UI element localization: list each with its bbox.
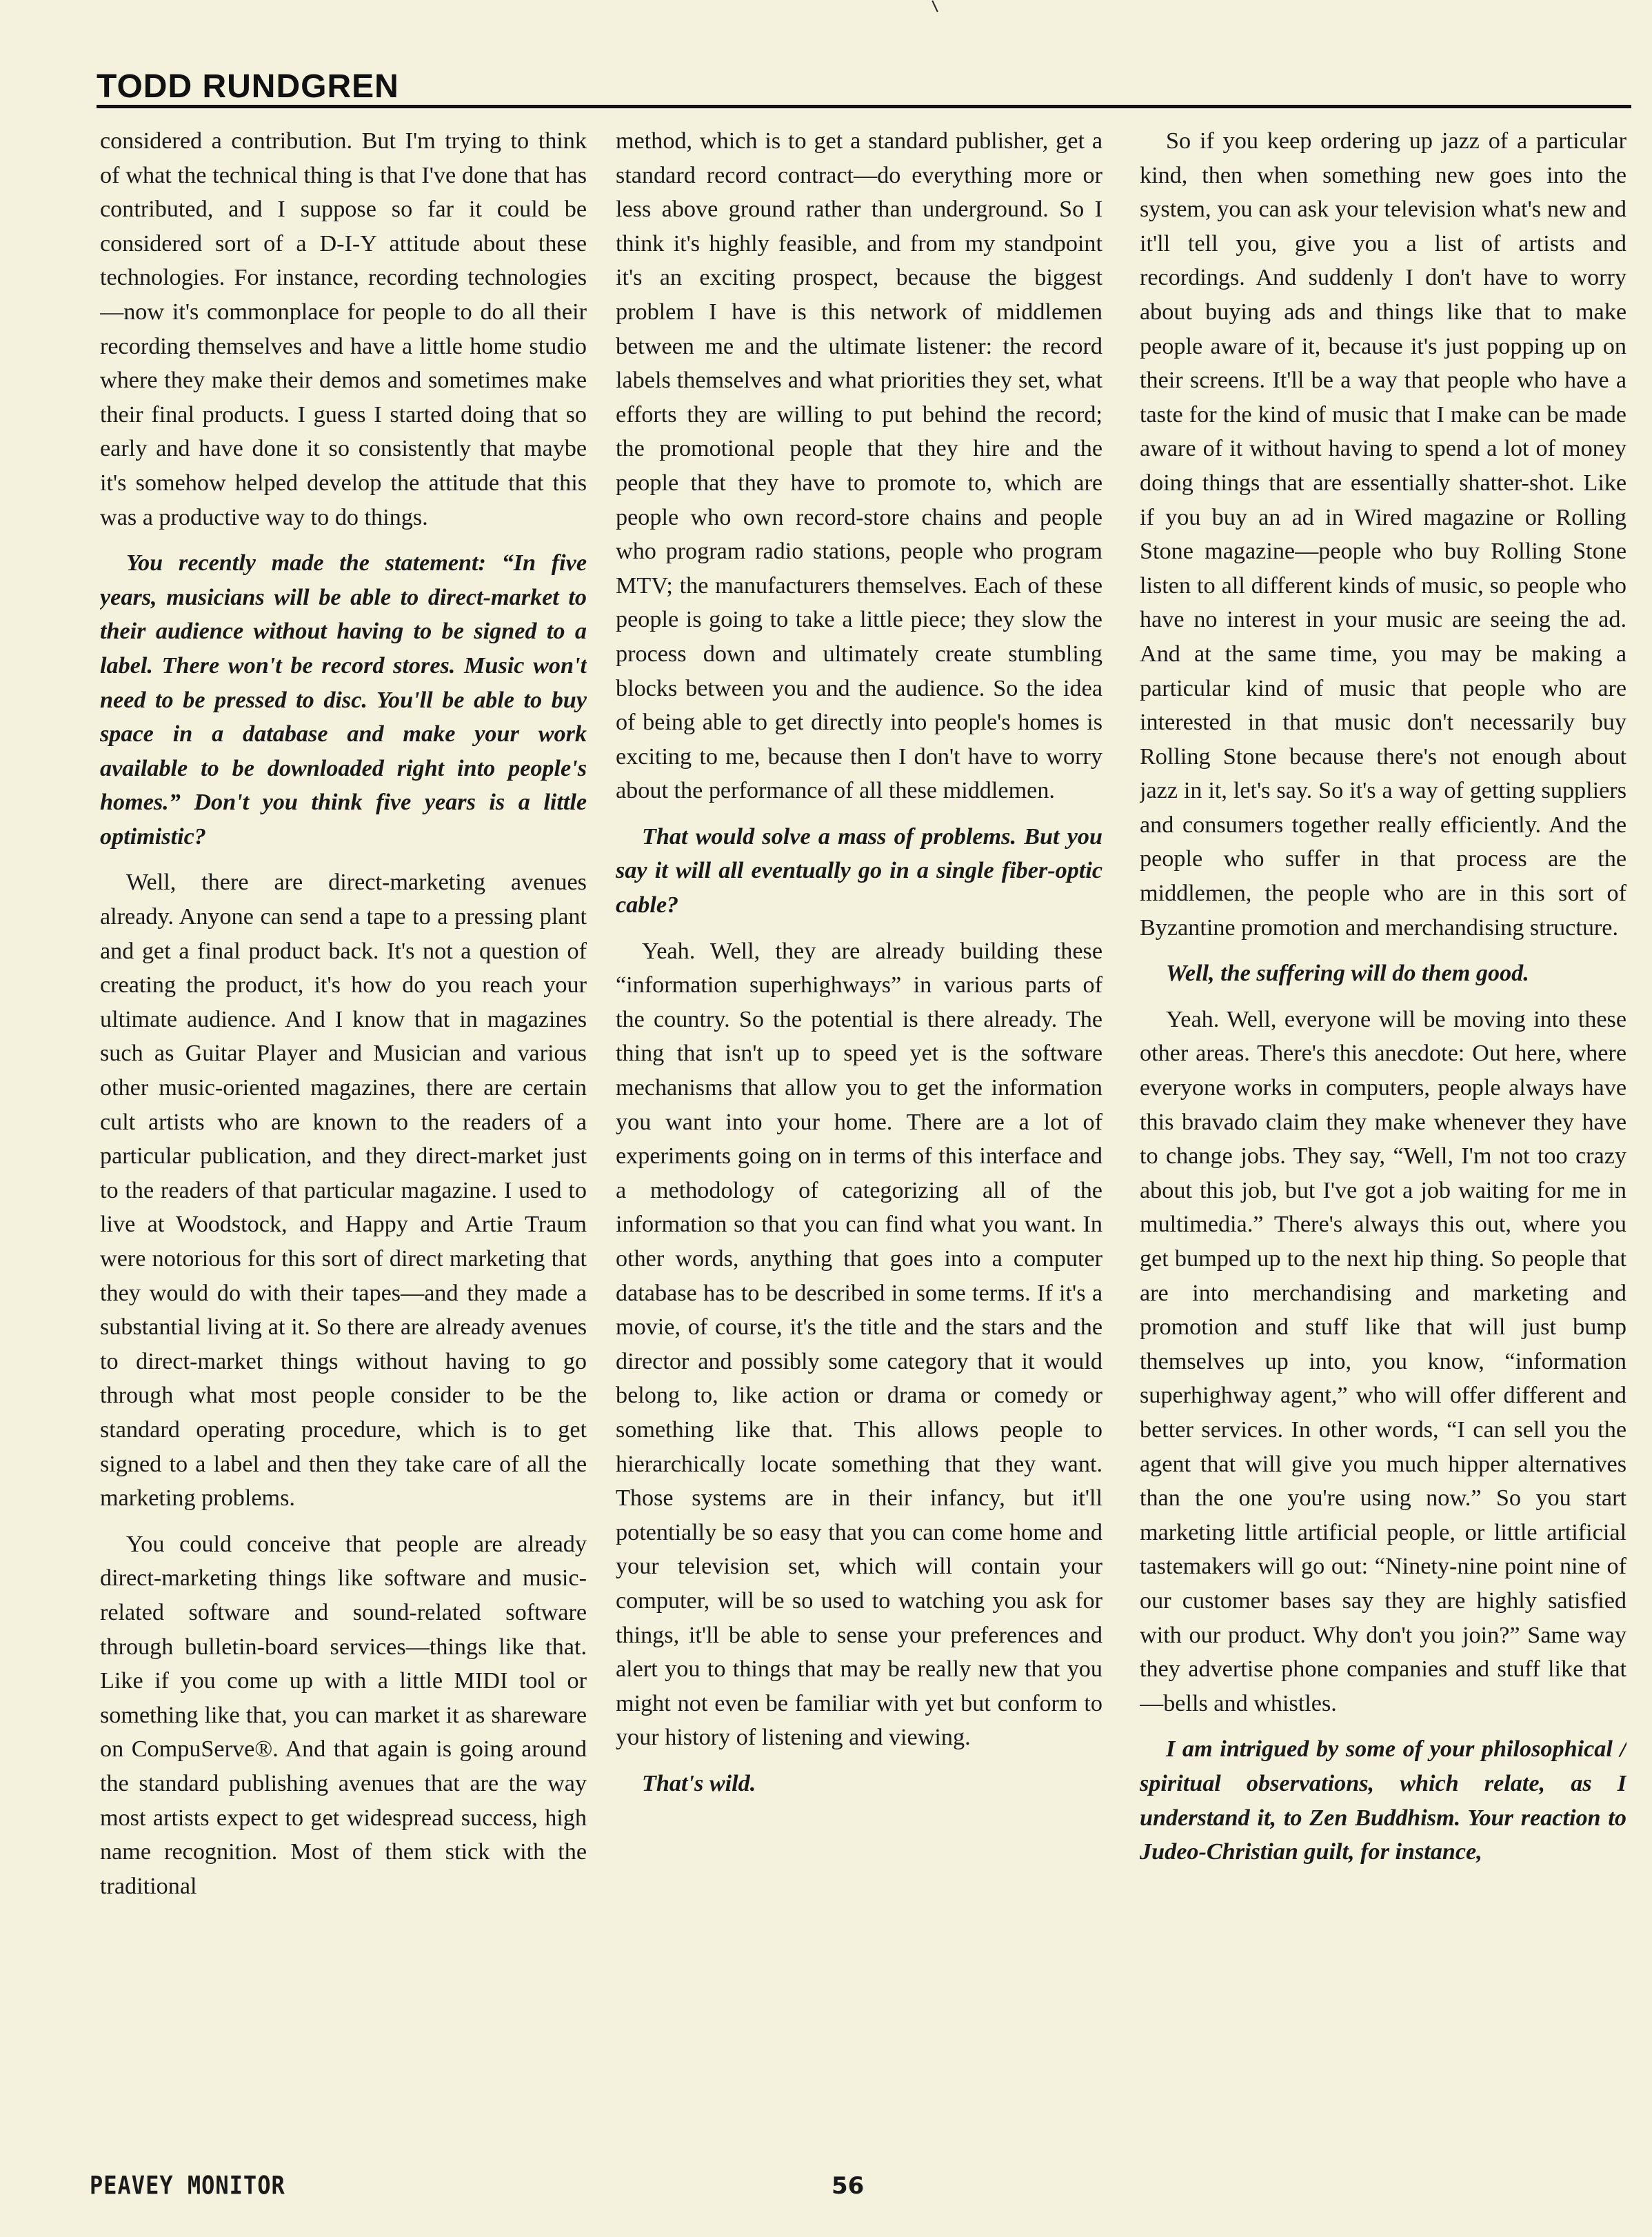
interview-question: You recently made the statement: “In five years, musicians will be able to direct-market to their audience without having to be signed to a label. There won't be record stores. Music won't need to be pressed to disc. You'll be able to buy space in a database and make your work available to be downloaded right into people's homes.” Don't you think five years is a little optimistic? — [100, 550, 587, 850]
footer-page-number: 56 — [832, 2172, 865, 2200]
text-column-1 — [100, 124, 587, 2138]
interview-question: That's wild. — [642, 1770, 756, 1796]
text-column-2 — [616, 124, 1102, 2138]
paragraph: Yeah. Well, they are already building these “information superhighways” in various parts of the country. So the potential is there already. The thing that isn't up to speed yet is the software mechanisms that allow you to get the information you want into your home. There are a lot of experiments going on in terms of this interface and a methodology of categorizing all of the information so that you can find what you want. In other words, anything that goes into a computer database has to be described in some terms. If it's a movie, of course, it's the title and the stars and the director and possibly some category that it would belong to, like action or drama or comedy or something like that. This allows people to hierarchically locate something that they want. Those systems are in their infancy, but it'll potentially be so easy that you can come home and your television set, which will contain your computer, will be so used to watching you ask for things, it'll be able to sense your preferences and alert you to things that may be really new that you might not even be familiar with yet but conform to your history of listening and viewing. — [616, 938, 1102, 1751]
interview-question: Well, the suffering will do them good. — [1166, 961, 1529, 987]
paragraph: method, which is to get a standard publisher, get a standard record contract—do everything more or less above ground rather than underground. So I think it's highly feasible, and from my standpoint it's an exciting prospect, because the biggest problem I have is this network of middlemen between me and the ultimate listener: the record labels themselves and what priorities they set, what efforts they are willing to put behind the record; the promotional people that they hire and the people that they have to promote to, which are people who own record-store chains and people who program radio stations, people who program MTV; the manufacturers themselves. Each of these people is going to take a little piece; they slow the process down and ultimately create stumbling blocks between you and the audience. So the idea of being able to get directly into people's homes is exciting to me, because then I don't have to worry about the performance of all these middlemen. — [616, 128, 1102, 804]
paragraph: Well, there are direct-marketing avenues already. Anyone can send a tape to a pressing plant and get a final product back. It's not a question of creating the product, it's how do you reach your ultimate audience. And I know that in magazines such as Guitar Player and Musician and various other music-oriented magazines, there are certain cult artists who are known to the readers of a particular publication, and they direct-market just to the readers of that particular magazine. I used to live at Woodstock, and Happy and Artie Traum were notorious for this sort of direct marketing that they would do with their tapes—and they made a substantial living at it. So there are already avenues to direct-market things without having to go through what most people consider to be the standard operating procedure, which is to get signed to a label and then they take care of all the marketing problems. — [100, 870, 587, 1512]
crop-mark — [931, 0, 938, 12]
paragraph: Yeah. Well, everyone will be moving into these other areas. There's this anecdote: Out here, where everyone works in computers, people always have this bravado claim they make whenever they have to change jobs. They say, “Well, I'm not too crazy about this job, but I've got a job waiting for me in multimedia.” There's always this out, where you get bumped up to the next hip thing. So people that are into merchandising and marketing and promotion and stuff like that will just bump themselves up into, you know, “information superhighway agent,” who will offer different and better services. In other words, “I can sell you the agent that will give you much hipper alternatives than the one you're using now.” So you start marketing little artificial people, or little artificial tastemakers will go out: “Ninety-nine point nine of our customer bases say they are highly satisfied with our product. Why don't you join?” Same way they advertise phone companies and stuff like that—bells and whistles. — [1140, 1006, 1626, 1716]
paragraph: You could conceive that people are already direct-marketing things like software and music-related software and sound-related software through bulletin-board services—things like that. Like if you come up with a little MIDI tool or something like that, you can market it as shareware on CompuServe®. And that again is going around the standard publishing avenues that are the way most artists expect to get widespread success, high name recognition. Most of them stick with the traditional — [100, 1531, 587, 1899]
header-rule — [97, 105, 1631, 108]
paragraph: considered a contribution. But I'm trying to think of what the technical thing is that I've done that has contributed, and I suppose so far it could be considered sort of a D-I-Y attitude about these technologies. For instance, recording technologies—now it's commonplace for people to do all their recording themselves and have a little home studio where they make their demos and sometimes make their final products. I guess I started doing that so early and have done it so consistently that maybe it's somehow helped develop the attitude that this was a productive way to do things. — [100, 128, 587, 530]
interview-question: I am intrigued by some of your philosophical / spiritual observations, which relate, as I understand it, to Zen Buddhism. Your reaction to Judeo-Christian guilt, for instance, — [1140, 1736, 1626, 1865]
paragraph: So if you keep ordering up jazz of a particular kind, then when something new goes into the system, you can ask your television what's new and it'll tell you, give you a list of artists and recordings. And suddenly I don't have to worry about buying ads and things like that to make people aware of it, because it's just popping up on their screens. It'll be a way that people who have a taste for the kind of music that I make can be made aware of it without having to spend a lot of money doing things that are essentially shatter-shot. Like if you buy an ad in Wired magazine or Rolling Stone magazine—people who buy Rolling Stone listen to all different kinds of music, so people who have no interest in your music are seeing the ad. And at the same time, you may be making a particular kind of music that people who are interested in that music don't necessarily buy Rolling Stone because there's not enough about jazz in it, let's say. So it's a way of getting suppliers and consumers together really efficiently. And the people who suffer in that process are the middlemen, the people who are in this sort of Byzantine promotion and merchandising structure. — [1140, 128, 1626, 941]
footer-publication-name: PEAVEY MONITOR — [90, 2170, 285, 2200]
article-header-title: TODD RUNDGREN — [97, 68, 399, 105]
text-column-3 — [1140, 124, 1626, 2138]
interview-question: That would solve a mass of problems. But you say it will all eventually go in a single fiber-optic cable? — [616, 823, 1102, 919]
